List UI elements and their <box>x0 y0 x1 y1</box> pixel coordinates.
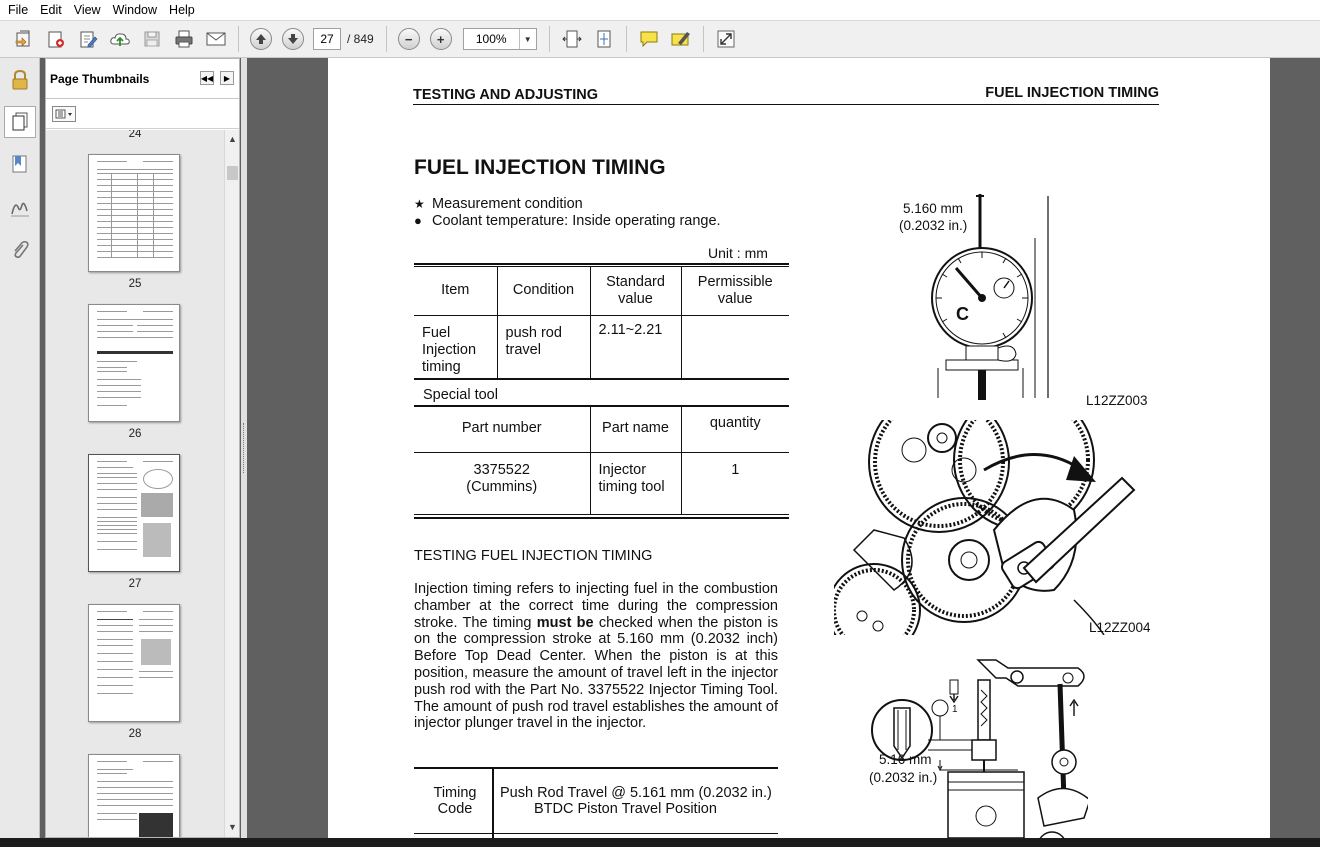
fit-page-icon <box>594 29 614 49</box>
next-page-button[interactable] <box>280 26 306 52</box>
section-title: FUEL INJECTION TIMING <box>414 156 666 179</box>
page-number-input[interactable]: 27 <box>313 28 341 50</box>
toolbar-separator <box>238 26 239 52</box>
fit-page-button[interactable] <box>591 26 617 52</box>
minus-icon: − <box>398 28 420 50</box>
unit-label: Unit : mm <box>708 245 768 261</box>
expand-button[interactable] <box>713 26 739 52</box>
highlight-button[interactable] <box>668 26 694 52</box>
document-viewer[interactable] <box>247 58 1320 838</box>
spec-cell-standard: 2.11~2.21 <box>590 315 681 379</box>
plus-icon: + <box>430 28 452 50</box>
scroll-down-icon[interactable]: ▼ <box>228 822 237 832</box>
taskbar-edge <box>0 838 1320 847</box>
create-pdf-icon[interactable] <box>43 26 69 52</box>
spec-header-standard: Standard value <box>590 267 681 315</box>
thumbnail-options-bar <box>46 99 239 129</box>
scroll-up-icon[interactable]: ▲ <box>228 134 237 144</box>
subheading: TESTING FUEL INJECTION TIMING <box>414 548 653 564</box>
scrollbar-thumb[interactable] <box>227 166 238 180</box>
gear-train-figure <box>834 420 1164 635</box>
tool-cell-quantity: 1 <box>681 452 789 514</box>
toolbar-separator <box>386 26 387 52</box>
page-total: / 849 <box>347 32 374 46</box>
toolbar <box>0 20 1320 58</box>
menu-file[interactable]: File <box>8 3 29 17</box>
menu-edit[interactable]: Edit <box>40 3 62 17</box>
fig3-measurement-in: (0.2032 in.) <box>869 770 938 785</box>
zoom-select[interactable] <box>463 28 537 50</box>
thumbnail-page-label: 25 <box>128 278 142 290</box>
tool-cell-part-number: 3375522 (Cummins) <box>466 461 538 495</box>
save-icon[interactable] <box>139 26 165 52</box>
expand-icon <box>716 29 736 49</box>
tool-header-quantity: quantity <box>681 406 789 452</box>
zoom-out-button[interactable] <box>396 26 422 52</box>
star-icon: ★ <box>414 197 425 211</box>
header-rule <box>413 104 1159 105</box>
options-menu-button[interactable] <box>52 106 76 122</box>
thumbnail-list <box>46 130 224 837</box>
menu-help[interactable]: Help <box>169 3 195 17</box>
spec-table <box>414 267 789 379</box>
page-thumbnails-icon[interactable] <box>4 106 36 138</box>
email-icon[interactable] <box>203 26 229 52</box>
procedure-paragraph: Injection timing refers to injecting fuel in the combustion chamber at the correct time during the compression stroke. The timing must be checked when the piston is on the compression stroke at 5.160 mm (0.2032 inch) Before Top Dead Center. When the piston is at this position, measure the amount of travel left in the injector push rod with the Part No. 3375522 Injector Timing Tool. The amount of push rod travel establishes the amount of injector plunger travel in the injector. <box>414 581 778 732</box>
previous-page-button[interactable] <box>248 26 274 52</box>
thumbnail-page-label: 28 <box>128 728 142 740</box>
thumbnails-header <box>46 59 239 99</box>
page-thumbnails-panel <box>45 58 240 838</box>
lock-icon[interactable] <box>6 66 34 94</box>
menu-view[interactable]: View <box>73 3 101 17</box>
navigation-pane-strip <box>0 58 40 838</box>
spec-header-permissible: Permissible value <box>681 267 789 315</box>
thumbnail-page-28[interactable] <box>88 604 180 722</box>
thumbnail-page-25[interactable] <box>88 154 180 272</box>
thumbnail-page-label: 24 <box>128 130 142 140</box>
menu-bar <box>0 0 1320 20</box>
tool-header-part-number: Part number <box>414 406 590 452</box>
tool-header-part-name: Part name <box>590 406 681 452</box>
fig3-callout-number: 1 <box>952 704 958 715</box>
fig2-label: L12ZZ004 <box>1089 620 1151 635</box>
bookmark-icon[interactable] <box>6 150 34 178</box>
fig1-measurement-mm: 5.160 mm <box>903 201 964 216</box>
coolant-temperature-text: Coolant temperature: Inside operating range. <box>432 213 721 229</box>
collapse-panel-icon[interactable]: ◀◀ <box>200 71 214 85</box>
print-icon[interactable] <box>171 26 197 52</box>
thumbnail-page-29[interactable] <box>88 754 180 837</box>
menu-window[interactable]: Window <box>112 3 158 17</box>
arrow-down-icon <box>282 28 304 50</box>
pdf-page <box>328 58 1270 838</box>
svg-text:C: C <box>956 304 969 324</box>
bullet-dot-icon: ● <box>414 213 422 228</box>
fig1-measurement-in: (0.2032 in.) <box>899 218 968 233</box>
thumbnail-scrollbar[interactable] <box>224 130 239 837</box>
panel-title: Page Thumbnails <box>50 71 150 86</box>
measurement-condition-text: Measurement condition <box>432 196 583 212</box>
spec-header-condition: Condition <box>497 267 590 315</box>
fit-width-icon <box>562 29 582 49</box>
zoom-in-button[interactable] <box>428 26 454 52</box>
thumbnail-page-label: 27 <box>128 578 142 590</box>
comment-button[interactable] <box>636 26 662 52</box>
list-options-icon <box>54 108 74 120</box>
thumbnail-page-27[interactable] <box>88 454 180 572</box>
arrow-up-icon <box>250 28 272 50</box>
special-tool-label: Special tool <box>423 387 498 403</box>
page-header-left: TESTING AND ADJUSTING <box>413 87 599 103</box>
tool-cell-part-name: Injector timing tool <box>590 452 681 514</box>
toolbar-separator <box>703 26 704 52</box>
panel-menu-icon[interactable]: ▶ <box>220 71 234 85</box>
page-header-right: FUEL INJECTION TIMING <box>985 85 1159 101</box>
timing-code-header: Timing Code <box>433 785 477 817</box>
spec-cell-permissible <box>681 315 789 379</box>
edit-document-icon[interactable] <box>75 26 101 52</box>
fig3-measurement-mm: 5.16 mm <box>879 752 932 767</box>
comment-icon <box>638 29 660 49</box>
spec-cell-item: Fuel Injection timing <box>422 324 477 375</box>
open-file-icon[interactable] <box>11 26 37 52</box>
toolbar-separator <box>626 26 627 52</box>
attachment-icon[interactable] <box>6 236 34 264</box>
fit-width-button[interactable] <box>559 26 585 52</box>
upload-cloud-icon[interactable] <box>107 26 133 52</box>
signature-icon[interactable] <box>6 194 34 222</box>
injector-rocker-figure <box>868 650 1088 838</box>
toolbar-separator <box>549 26 550 52</box>
highlight-icon <box>670 29 692 49</box>
spec-cell-condition: push rod travel <box>497 315 590 379</box>
zoom-value: 100% <box>464 29 520 49</box>
thumbnail-page-26[interactable] <box>88 304 180 422</box>
push-rod-header: Push Rod Travel @ 5.161 mm (0.2032 in.) BTDC Piston Travel Position <box>500 785 772 817</box>
fig1-label: L12ZZ003 <box>1086 393 1148 408</box>
special-tool-table <box>414 406 789 514</box>
spec-header-item: Item <box>414 267 497 315</box>
chevron-down-icon: ▼ <box>523 34 532 44</box>
thumbnail-page-label: 26 <box>128 428 142 440</box>
